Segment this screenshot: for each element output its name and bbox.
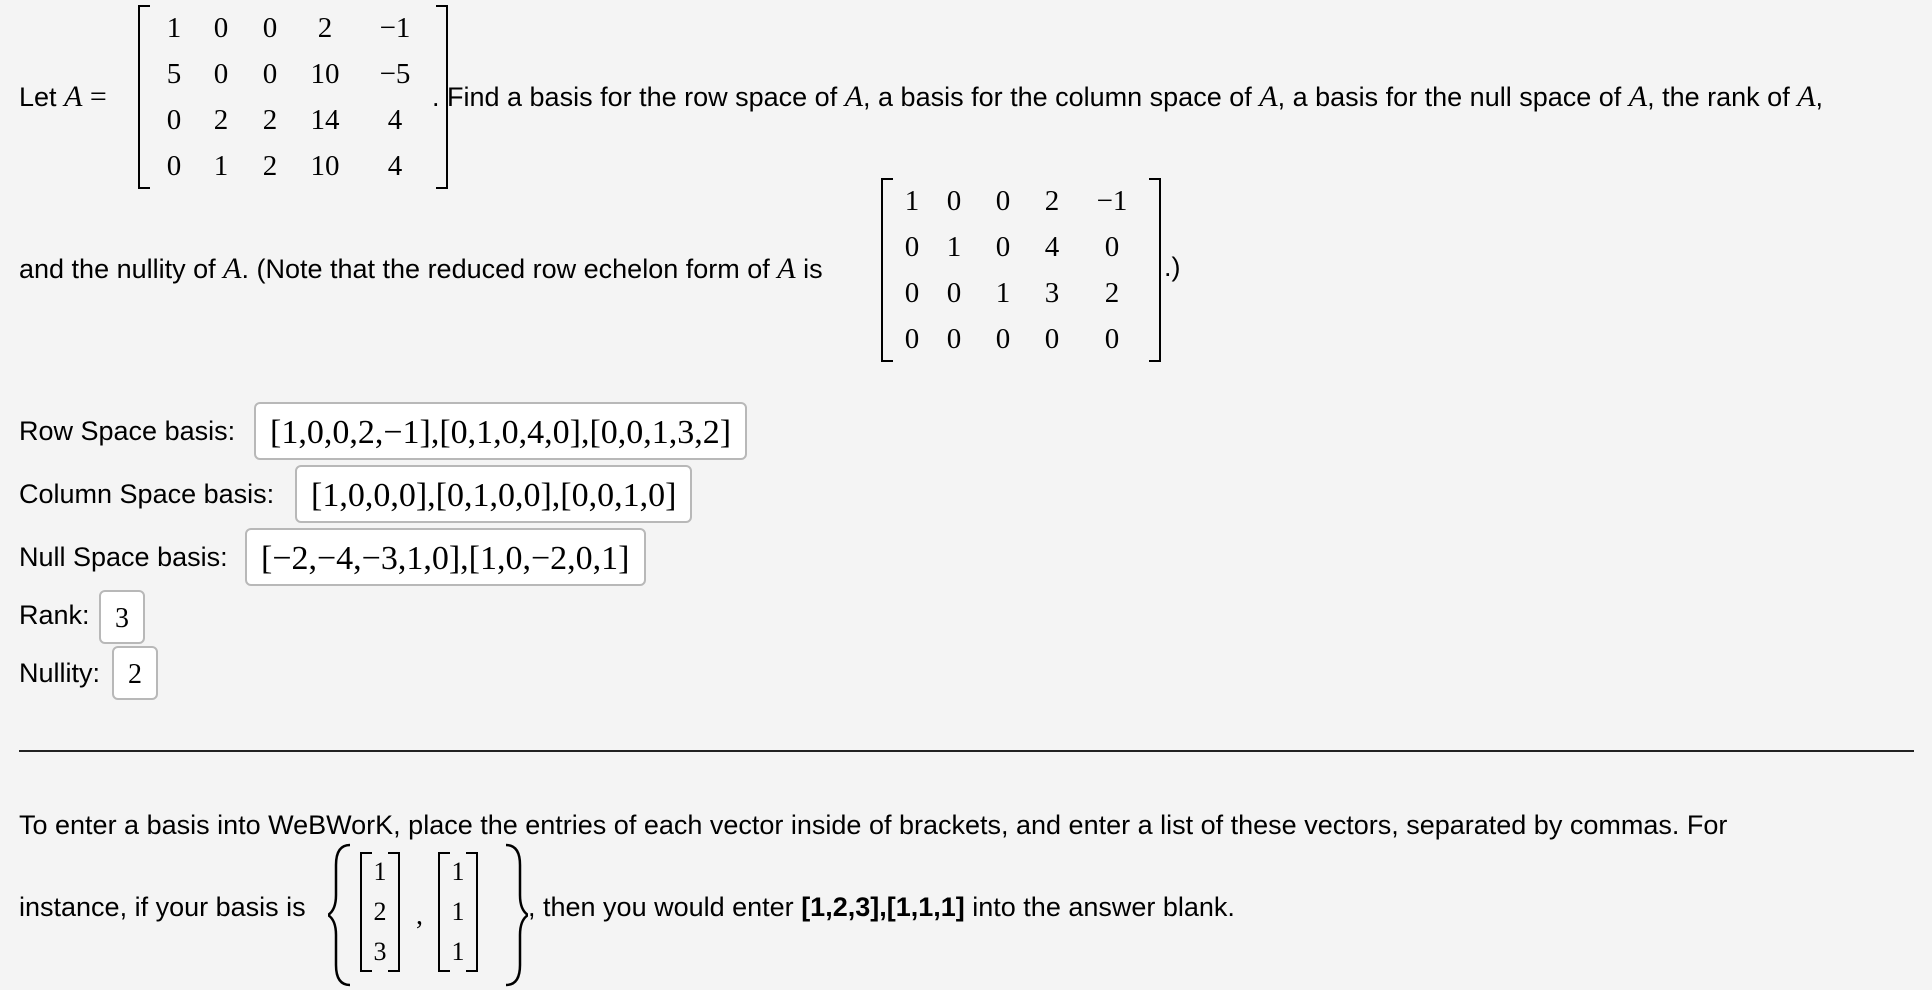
symbol-a: A <box>844 80 864 113</box>
matrix-cell: 0 <box>904 231 920 263</box>
matrix-cell: 0 <box>946 185 962 217</box>
matrix-cell: 0 <box>213 58 229 90</box>
matrix-cell: 0 <box>262 12 278 44</box>
matrix-cell: 0 <box>946 277 962 309</box>
matrix-cell: 0 <box>995 323 1011 355</box>
vector-entry: 2 <box>373 897 387 926</box>
problem-statement-line2 <box>19 252 823 286</box>
let-text: Let <box>19 82 57 112</box>
matrix-cell: 5 <box>166 58 182 90</box>
matrix-cell: 0 <box>262 58 278 90</box>
symbol-a: A <box>223 252 242 285</box>
example-vector-1 <box>366 852 394 972</box>
null-space-label: Null Space basis: <box>19 542 228 572</box>
symbol-a: A <box>1628 80 1648 113</box>
matrix-rref <box>895 178 1147 362</box>
vector-entry: 1 <box>451 857 465 886</box>
section-divider <box>19 750 1914 752</box>
matrix-cell: 1 <box>995 277 1011 309</box>
vector-entry: 1 <box>451 937 465 966</box>
problem-text-7: . (Note that the reduced row echelon form of <box>241 254 778 284</box>
matrix-symbol-a: A <box>64 80 83 113</box>
matrix-cell: 2 <box>262 104 278 136</box>
problem-statement-line1 <box>432 80 1823 114</box>
vector-entry: 3 <box>373 937 387 966</box>
null-space-answer-field[interactable]: [−2,−4,−3,1,0],[1,0,−2,0,1] <box>245 528 646 586</box>
matrix-cell: 4 <box>1044 231 1060 263</box>
matrix-cell: 0 <box>995 185 1011 217</box>
instructions-line1: To enter a basis into WeBWorK, place the entries of each vector inside of brackets, and enter a list of these vectors, separated by commas. For <box>19 810 1728 840</box>
rank-label: Rank: <box>19 600 90 630</box>
matrix-cell: 2 <box>1044 185 1060 217</box>
matrix-cell: 4 <box>387 150 403 182</box>
instructions-mid-text: , then you would enter <box>528 892 802 922</box>
instructions-line2-rest <box>528 892 1235 923</box>
nullity-label: Nullity: <box>19 658 101 688</box>
matrix-cell: 0 <box>995 231 1011 263</box>
nullity-answer-field[interactable]: 2 <box>112 646 158 700</box>
example-vector-2 <box>444 852 472 972</box>
matrix-rref-right-bracket <box>1149 178 1161 362</box>
matrix-cell: 2 <box>317 12 333 44</box>
matrix-cell: 2 <box>213 104 229 136</box>
matrix-cell: 1 <box>166 12 182 44</box>
equals-sign: = <box>89 80 107 113</box>
vector-entry: 1 <box>451 897 465 926</box>
matrix-cell: 0 <box>166 104 182 136</box>
set-braces-icon <box>328 840 528 990</box>
symbol-a: A <box>777 252 796 285</box>
matrix-cell: 3 <box>1044 277 1060 309</box>
matrix-cell: 0 <box>946 323 962 355</box>
matrix-cell: −1 <box>1096 185 1128 217</box>
problem-text-1: . Find a basis for the row space of <box>432 82 845 112</box>
problem-text-5: , <box>1815 82 1824 112</box>
matrix-a <box>152 5 434 189</box>
matrix-cell: 2 <box>1104 277 1120 309</box>
matrix-cell: 0 <box>904 323 920 355</box>
example-entry-text: [1,2,3],[1,1,1] <box>801 892 965 922</box>
matrix-cell: 2 <box>262 150 278 182</box>
matrix-cell: 0 <box>1044 323 1060 355</box>
matrix-cell: 0 <box>1104 323 1120 355</box>
matrix-cell: 1 <box>213 150 229 182</box>
problem-text-3: , a basis for the null space of <box>1277 82 1629 112</box>
symbol-a: A <box>1259 80 1278 113</box>
problem-text-8: is <box>795 254 823 284</box>
matrix-cell: 0 <box>166 150 182 182</box>
problem-text-2: , a basis for the column space of <box>863 82 1260 112</box>
rank-answer-field[interactable]: 3 <box>99 590 145 644</box>
matrix-cell: 0 <box>1104 231 1120 263</box>
vector-entry: 1 <box>373 857 387 886</box>
instructions-line2-prefix: instance, if your basis is <box>19 892 306 922</box>
matrix-a-left-bracket <box>138 5 150 189</box>
vector-separator-comma: , <box>416 900 423 931</box>
row-space-label: Row Space basis: <box>19 416 236 446</box>
matrix-cell: 1 <box>946 231 962 263</box>
example-basis-set <box>328 840 528 990</box>
problem-text-6: and the nullity of <box>19 254 224 284</box>
matrix-cell: −5 <box>379 58 411 90</box>
matrix-cell: 0 <box>904 277 920 309</box>
column-space-label: Column Space basis: <box>19 479 275 509</box>
problem-close-paren: .) <box>1164 252 1181 282</box>
matrix-cell: 10 <box>310 150 340 182</box>
matrix-cell: 10 <box>310 58 340 90</box>
vector-1-left-bracket <box>360 852 372 972</box>
problem-let-prefix <box>19 80 107 114</box>
symbol-a: A <box>1797 80 1816 113</box>
matrix-cell: 4 <box>387 104 403 136</box>
matrix-cell: 14 <box>310 104 340 136</box>
matrix-rref-left-bracket <box>881 178 893 362</box>
row-space-answer-field[interactable]: [1,0,0,2,−1],[0,1,0,4,0],[0,0,1,3,2] <box>254 402 747 460</box>
vector-1-right-bracket <box>388 852 400 972</box>
matrix-cell: 1 <box>904 185 920 217</box>
problem-text-4: , the rank of <box>1647 82 1798 112</box>
vector-2-left-bracket <box>438 852 450 972</box>
column-space-answer-field[interactable]: [1,0,0,0],[0,1,0,0],[0,0,1,0] <box>295 465 692 523</box>
vector-2-right-bracket <box>466 852 478 972</box>
matrix-cell: 0 <box>213 12 229 44</box>
instructions-suffix-text: into the answer blank. <box>964 892 1235 922</box>
matrix-cell: −1 <box>379 12 411 44</box>
